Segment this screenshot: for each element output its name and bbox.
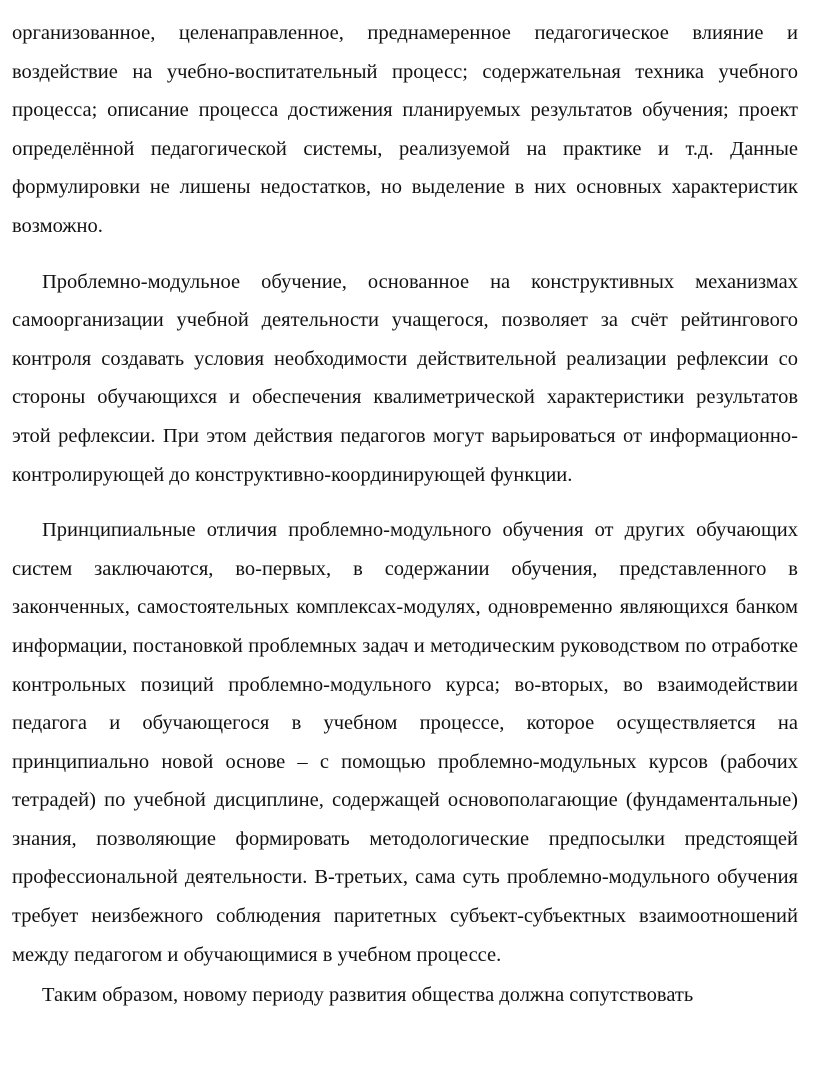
paragraph-conclusion: Таким образом, новому периоду развития общества должна сопутствовать [42, 984, 694, 1007]
document-page [12, 14, 798, 1015]
paragraph-continuation: организованное, целенаправленное, преднамеренное педагогическое влияние и воздействие на учебно-воспитательный процесс; содержательная техника учебного процесса; описание процесса достижения планируемых результатов обучения; проект определённой педагогической системы, реализуемой на практике и т.д. Данные формулировки не лишены недостатков, но выделение в них основных характеристик возможно. [12, 22, 798, 237]
paragraph-problem-modular-learning: Проблемно-модульное обучение, основанное на конструктивных механизмах самоорганизации учебной деятельности учащегося, позволяет за счёт рейтингового контроля создавать условия необходимости действительной реализации рефлексии со стороны обучающихся и обеспечения квалиметрической характеристики результатов этой рефлексии. При этом действия педагогов могут варьироваться от информационно- контролирующей до конструктивно-координирующей функции. [12, 270, 798, 486]
paragraph-principal-differences: Принципиальные отличия проблемно-модульного обучения от других обучающих систем заключаются, во-первых, в содержании обучения, представленного в законченных, самостоятельных комплексах-модулях, одновременно являющихся банком информации, постановкой проблемных задач и методическим руководством по отработке контрольных позиций проблемно-модульного курса; во-вторых, во взаимодействии педагога и обучающегося в учебном процессе, которое осуществляется на принципиально новой основе – с помощью проблемно-модульных курсов (рабочих тетрадей) по учебной дисциплине, содержащей основополагающие (фундаментальные) знания, позволяющие формировать методологические предпосылки предстоящей профессиональной деятельности. В-третьих, сама суть проблемно-модульного обучения требует неизбежного соблюдения паритетных субъект-субъектных взаимоотношений между педагогом и обучающимися в учебном процессе. [12, 519, 798, 966]
